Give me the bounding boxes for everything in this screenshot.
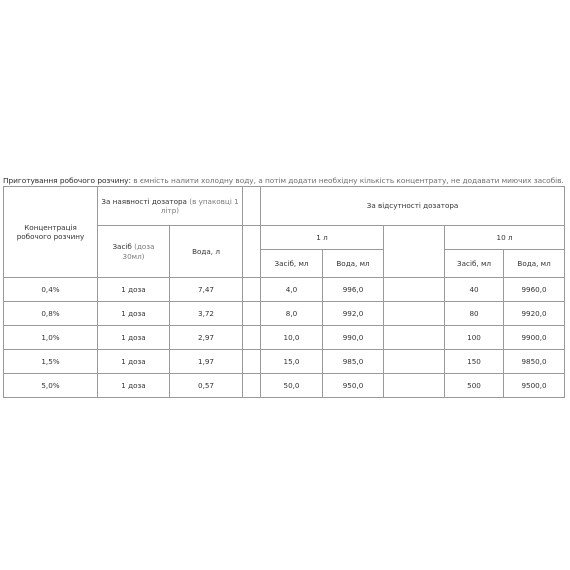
agent-1l-cell: 4,0 [261,278,323,302]
agent-10l-cell: 150 [445,350,504,374]
spacer-cell [243,302,261,326]
gap-cell [384,278,445,302]
concentration-cell: 1,0% [4,326,98,350]
water-ml-1l-header: Вода, мл [323,250,384,278]
with-dispenser-note: (в упаковці 1 літр) [160,196,239,215]
spacer-cell [243,226,261,278]
agent-10l-cell: 80 [445,302,504,326]
table-row [4,302,565,326]
water-10l-cell: 9920,0 [504,302,565,326]
agent-1l-cell: 8,0 [261,302,323,326]
water-10l-cell: 9500,0 [504,374,565,398]
agent-10l-cell: 500 [445,374,504,398]
agent-1l-cell: 50,0 [261,374,323,398]
dose-cell: 1 доза [98,302,170,326]
water-1l-cell: 990,0 [323,326,384,350]
concentration-cell: 1,5% [4,350,98,374]
spacer-cell [243,326,261,350]
without-dispenser-header: За відсутності дозатора [261,187,565,226]
spacer-cell [243,278,261,302]
agent-10l-cell: 40 [445,278,504,302]
concentration-cell: 0,4% [4,278,98,302]
intro-rest: в ємність налити холодну воду, а потім додати необхідну кількість концентрату, не додавати миючих засобів. [130,176,564,186]
water-liters-cell: 0,57 [170,374,243,398]
gap-cell [384,374,445,398]
intro-lead: Приготування робочого розчину: [3,176,131,186]
table-row [4,350,565,374]
water-1l-cell: 950,0 [323,374,384,398]
agent-dose-note: (доза 30мл) [122,242,155,261]
water-1l-cell: 996,0 [323,278,384,302]
concentration-cell: 0,8% [4,302,98,326]
concentration-header: Концентрація робочого розчину [4,187,98,278]
table-row [4,278,565,302]
water-liters-cell: 2,97 [170,326,243,350]
gap-cell [384,302,445,326]
gap-cell [384,226,445,278]
table-row [4,374,565,398]
gap-cell [384,326,445,350]
agent-ml-1l-header: Засіб, мл [261,250,323,278]
water-liters-cell: 1,97 [170,350,243,374]
volume-1l-header: 1 л [261,226,384,250]
water-10l-cell: 9960,0 [504,278,565,302]
spacer-cell [243,350,261,374]
dose-cell: 1 доза [98,374,170,398]
with-dispenser-title: За наявності дозатора [101,196,187,206]
dose-cell: 1 доза [98,278,170,302]
dose-cell: 1 доза [98,350,170,374]
table-row [4,326,565,350]
water-10l-cell: 9900,0 [504,326,565,350]
gap-cell [384,350,445,374]
spacer-cell [243,187,261,226]
agent-dose-header [98,226,170,278]
intro-text [3,175,569,186]
water-liters-cell: 7,47 [170,278,243,302]
water-ml-10l-header: Вода, мл [504,250,565,278]
concentration-cell: 5,0% [4,374,98,398]
with-dispenser-header [98,187,243,226]
dose-cell: 1 доза [98,326,170,350]
dosage-table [3,186,565,398]
agent-dose-label: Засіб [112,242,132,251]
water-liters-header: Вода, л [170,226,243,278]
header-row-1 [4,187,565,226]
water-1l-cell: 992,0 [323,302,384,326]
spacer-cell [243,374,261,398]
agent-ml-10l-header: Засіб, мл [445,250,504,278]
water-10l-cell: 9850,0 [504,350,565,374]
water-1l-cell: 985,0 [323,350,384,374]
water-liters-cell: 3,72 [170,302,243,326]
agent-1l-cell: 15,0 [261,350,323,374]
volume-10l-header: 10 л [445,226,565,250]
agent-10l-cell: 100 [445,326,504,350]
agent-1l-cell: 10,0 [261,326,323,350]
